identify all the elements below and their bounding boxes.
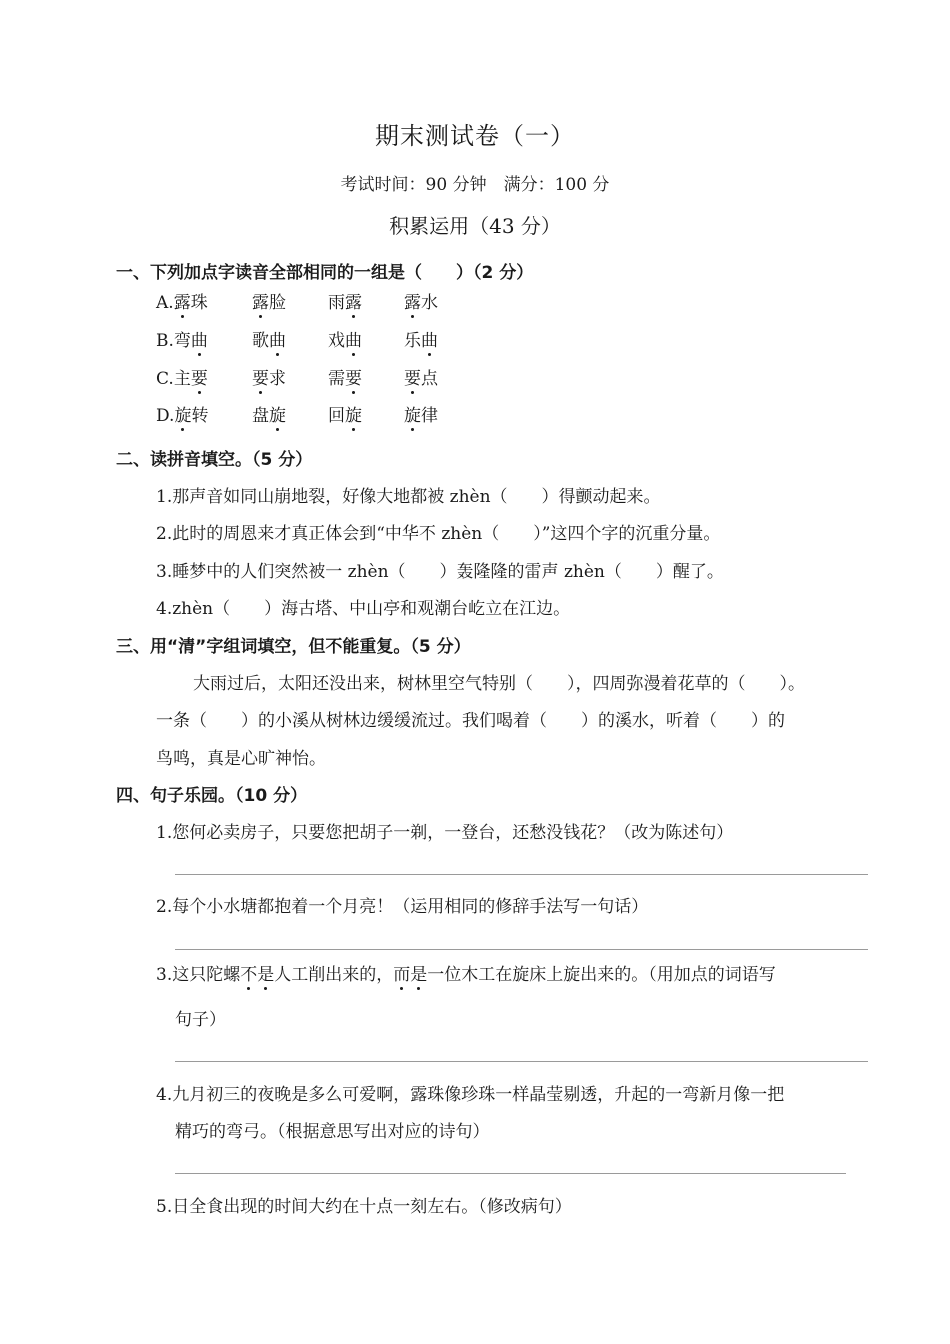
exam-title: 期末测试卷（一）: [375, 122, 575, 150]
q4-sentence-2: 2.每个小水塘都抱着一个月亮！（运用相同的修辞手法写一句话）: [156, 897, 649, 917]
q1-option-a[interactable]: A.露珠 露脸 雨露 露水: [156, 288, 480, 313]
dotted-char: 曲: [345, 326, 362, 351]
q2-item-3: 3.睡梦中的人们突然被一 zhèn（ ）轰隆隆的雷声 zhèn（ ）醒了。: [156, 562, 724, 582]
q4-sentence-1: 1.您何必卖房子，只要您把胡子一剃，一登台，还愁没钱花？（改为陈述句）: [156, 823, 734, 843]
q4-sentence-4-line-2: 精巧的弯弓。（根据意思写出对应的诗句）: [175, 1122, 490, 1142]
answer-line-4[interactable]: [175, 1173, 846, 1174]
dotted-char: 要: [345, 364, 362, 389]
dotted-char: 旋: [174, 401, 191, 426]
q1-option-b[interactable]: B.弯曲 歌曲 戏曲 乐曲: [156, 326, 480, 351]
dotted-char: 曲: [269, 326, 286, 351]
q2-item-1: 1.那声音如同山崩地裂，好像大地都被 zhèn（ ）得颤动起来。: [156, 487, 661, 507]
q1-option-c[interactable]: C.主要 要求 需要 要点: [156, 364, 480, 389]
dotted-char: 而: [393, 960, 410, 985]
answer-line-1[interactable]: [175, 874, 868, 875]
q4-sentence-3-continued: 句子）: [175, 1010, 226, 1030]
q4-sentence-3: 3.这只陀螺不是人工削出来的，而是一位木工在旋床上旋出来的。（用加点的词语写: [156, 960, 776, 985]
dotted-char: 露: [345, 288, 362, 313]
q1-heading: 一、下列加点字读音全部相同的一组是（ ）（2 分）: [116, 263, 534, 283]
q3-paragraph-line-3: 鸟鸣，真是心旷神怡。: [156, 749, 326, 769]
dotted-char: 曲: [191, 326, 208, 351]
answer-line-3[interactable]: [175, 1061, 868, 1062]
section-title: 积累运用（43 分）: [389, 214, 561, 238]
q3-heading: 三、用“清”字组词填空，但不能重复。（5 分）: [116, 637, 471, 657]
q2-item-4: 4.zhèn（ ）海古塔、中山亭和观潮台屹立在江边。: [156, 599, 571, 619]
dotted-char: 露: [404, 288, 421, 313]
dotted-char: 旋: [404, 401, 421, 426]
dotted-char: 是: [410, 960, 427, 985]
exam-meta: 考试时间：90 分钟 满分：100 分: [340, 175, 610, 195]
q2-heading: 二、读拼音填空。（5 分）: [116, 450, 313, 470]
dotted-char: 曲: [421, 326, 438, 351]
dotted-char: 旋: [269, 401, 286, 426]
dotted-char: 露: [252, 288, 269, 313]
dotted-char: 旋: [345, 401, 362, 426]
q1-option-d[interactable]: D.旋转 盘旋 回旋 旋律: [156, 401, 480, 426]
q2-item-2: 2.此时的周恩来才真正体会到“中华不 zhèn（ ）”这四个字的沉重分量。: [156, 524, 721, 544]
answer-line-2[interactable]: [175, 949, 868, 950]
dotted-char: 露: [174, 288, 191, 313]
dotted-char: 要: [191, 364, 208, 389]
q4-sentence-5: 5.日全食出现的时间大约在十点一刻左右。（修改病句）: [156, 1197, 572, 1217]
dotted-char: 不: [240, 960, 257, 985]
dotted-char: 是: [257, 960, 274, 985]
q3-paragraph-line-1: 大雨过后，太阳还没出来，树林里空气特别（ ），四周弥漫着花草的（ ）。: [193, 674, 805, 694]
q3-paragraph-line-2: 一条（ ）的小溪从树林边缓缓流过。我们喝着（ ）的溪水，听着（ ）的: [156, 711, 785, 731]
dotted-char: 要: [252, 364, 269, 389]
q4-heading: 四、句子乐园。（10 分）: [116, 786, 308, 806]
q4-sentence-4-line-1: 4.九月初三的夜晚是多么可爱啊，露珠像珍珠一样晶莹剔透，升起的一弯新月像一把: [156, 1085, 785, 1105]
dotted-char: 要: [404, 364, 421, 389]
